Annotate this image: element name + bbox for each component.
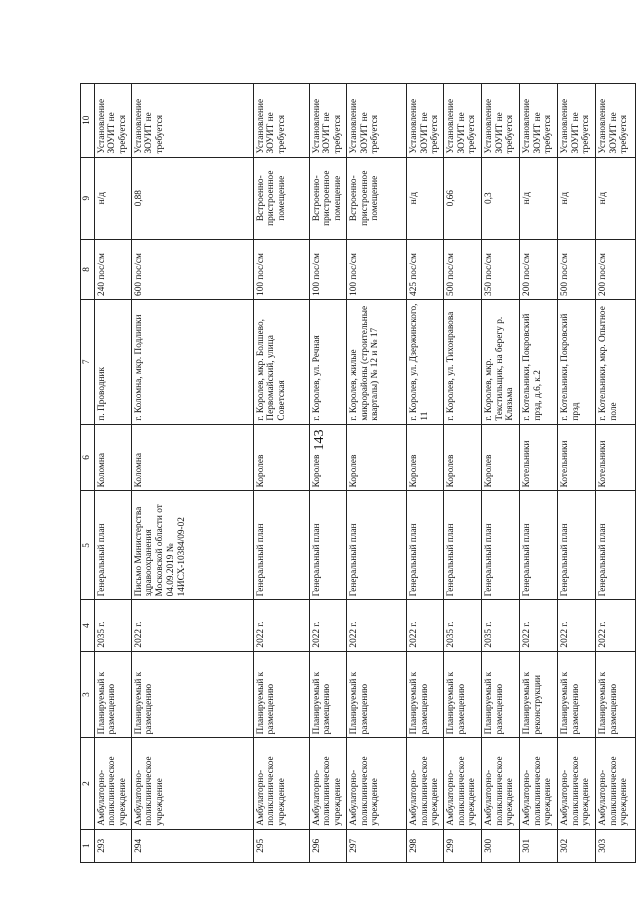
table-cell: Генеральный план <box>253 490 309 599</box>
table-cell: г. Котельники, Покровский прзд <box>557 299 595 424</box>
table-cell: Встроенно-пристроенное помещение <box>253 157 309 239</box>
row-number-cell: 298 <box>406 829 443 862</box>
table-cell: 100 пос/см <box>346 239 406 299</box>
table-cell: 2022 г. <box>131 599 253 650</box>
table-cell: г. Королев, ул. Тихонравова <box>443 299 481 424</box>
table-cell: Планируемый к размещению <box>94 651 131 738</box>
table-cell: Генеральный план <box>309 490 346 599</box>
table-cell: 0,66 <box>443 157 481 239</box>
table-row <box>94 83 131 862</box>
table-cell: Генеральный план <box>557 490 595 599</box>
header-cell: 9 <box>81 157 95 239</box>
table-cell: Установление ЗОУИТ не требуется <box>481 83 519 157</box>
header-cell: 5 <box>81 490 95 599</box>
table-cell: Генеральный план <box>346 490 406 599</box>
table-row <box>595 83 635 862</box>
table-cell: Планируемый к размещению <box>131 651 253 738</box>
row-number-cell: 303 <box>595 829 635 862</box>
table-cell: г. Королев, жилые микрорайоны (строительные кварталы) № 12 и № 17 <box>346 299 406 424</box>
table-cell: п. Проводник <box>94 299 131 424</box>
table-cell: Планируемый к размещению <box>557 651 595 738</box>
table-cell: 2022 г. <box>557 599 595 650</box>
table-cell: 350 пос/см <box>481 239 519 299</box>
header-cell: 3 <box>81 651 95 738</box>
table-cell: г. Королев, ул. Дзержинского, 11 <box>406 299 443 424</box>
row-number-cell: 293 <box>94 829 131 862</box>
row-number-cell: 301 <box>519 829 557 862</box>
header-cell: 6 <box>81 424 95 491</box>
table-cell: Планируемый к размещению <box>481 651 519 738</box>
table-cell: Королев <box>309 424 346 491</box>
table-cell: н/д <box>519 157 557 239</box>
table-cell: Коломна <box>131 424 253 491</box>
table-cell: Генеральный план <box>519 490 557 599</box>
table-row <box>309 83 346 862</box>
table-row <box>557 83 595 862</box>
table-cell: Установление ЗОУИТ не требуется <box>406 83 443 157</box>
table-cell: Генеральный план <box>443 490 481 599</box>
table-cell: Планируемый к размещению <box>253 651 309 738</box>
header-cell: 8 <box>81 239 95 299</box>
table-cell: 2022 г. <box>253 599 309 650</box>
table-cell: Амбулаторно-поликлиническое учреждение <box>94 737 131 828</box>
table-row <box>253 83 309 862</box>
header-cell: 10 <box>81 83 95 157</box>
table-cell: Установление ЗОУИТ не требуется <box>94 83 131 157</box>
table-row <box>131 83 253 862</box>
table-cell: 500 пос/см <box>443 239 481 299</box>
table-cell: 200 пос/см <box>519 239 557 299</box>
table-cell: г. Котельники, Покровский прзд, д.6, к.2 <box>519 299 557 424</box>
header-cell: 7 <box>81 299 95 424</box>
table-cell: Королев <box>346 424 406 491</box>
table-cell: Амбулаторно-поликлиническое учреждение <box>481 737 519 828</box>
table-row <box>519 83 557 862</box>
table-cell: 0,88 <box>131 157 253 239</box>
table-row <box>443 83 481 862</box>
header-cell: 4 <box>81 599 95 650</box>
table-cell: Планируемый к размещению <box>595 651 635 738</box>
table-cell: 2035 г. <box>481 599 519 650</box>
table-cell: 2022 г. <box>346 599 406 650</box>
table-cell: Амбулаторно-поликлиническое учреждение <box>131 737 253 828</box>
table-cell: Амбулаторно-поликлиническое учреждение <box>443 737 481 828</box>
table-cell: 500 пос/см <box>557 239 595 299</box>
table-cell: Королев <box>443 424 481 491</box>
table-cell: г. Королев, ул. Речная <box>309 299 346 424</box>
table-cell: Генеральный план <box>595 490 635 599</box>
table-cell: 2035 г. <box>94 599 131 650</box>
table-cell: г. Королев, мкр. Болшево, Первомайский, улица Советская <box>253 299 309 424</box>
row-number-cell: 300 <box>481 829 519 862</box>
table-cell: Установление ЗОУИТ не требуется <box>309 83 346 157</box>
table-cell: г. Котельники, мкр. Опытное поле <box>595 299 635 424</box>
table-cell: н/д <box>94 157 131 239</box>
table-cell: Планируемый к размещению <box>406 651 443 738</box>
table-cell: Установление ЗОУИТ не требуется <box>519 83 557 157</box>
table-cell: Установление ЗОУИТ не требуется <box>443 83 481 157</box>
table-cell: Планируемый к реконструкции <box>519 651 557 738</box>
header-cell: 1 <box>81 829 95 862</box>
table-cell: Установление ЗОУИТ не требуется <box>346 83 406 157</box>
table-cell: Амбулаторно-поликлиническое учреждение <box>595 737 635 828</box>
row-number-cell: 299 <box>443 829 481 862</box>
page-number: 143 <box>312 429 327 451</box>
table-cell: 2022 г. <box>595 599 635 650</box>
header-row <box>81 83 95 862</box>
table-cell: н/д <box>595 157 635 239</box>
table-cell: 240 пос/см <box>94 239 131 299</box>
table-row <box>481 83 519 862</box>
table-cell: 100 пос/см <box>309 239 346 299</box>
table-cell: Встроенно-пристроенное помещение <box>309 157 346 239</box>
header-cell: 2 <box>81 737 95 828</box>
table-cell: Встроенно-пристроенное помещение <box>346 157 406 239</box>
table-cell: Амбулаторно-поликлиническое учреждение <box>406 737 443 828</box>
table-cell: Установление ЗОУИТ не требуется <box>557 83 595 157</box>
table-cell: Планируемый к размещению <box>309 651 346 738</box>
table-cell: Королев <box>406 424 443 491</box>
table-cell: Коломна <box>94 424 131 491</box>
table-cell: 100 пос/см <box>253 239 309 299</box>
table-row <box>406 83 443 862</box>
table-cell: Амбулаторно-поликлиническое учреждение <box>253 737 309 828</box>
table-cell: 425 пос/см <box>406 239 443 299</box>
table-cell: Амбулаторно-поликлиническое учреждение <box>557 737 595 828</box>
table-row <box>346 83 406 862</box>
table-cell: Амбулаторно-поликлиническое учреждение <box>519 737 557 828</box>
table-cell: 2035 г. <box>443 599 481 650</box>
row-number-cell: 295 <box>253 829 309 862</box>
table-cell: Котельники <box>557 424 595 491</box>
table-cell: 200 пос/см <box>595 239 635 299</box>
table-cell: Котельники <box>595 424 635 491</box>
table-cell: Котельники <box>519 424 557 491</box>
table-cell: Планируемый к размещению <box>346 651 406 738</box>
table-cell: 600 пос/см <box>131 239 253 299</box>
table-cell: Планируемый к размещению <box>443 651 481 738</box>
table-cell: н/д <box>406 157 443 239</box>
row-number-cell: 302 <box>557 829 595 862</box>
row-number-cell: 297 <box>346 829 406 862</box>
table-cell: 2022 г. <box>406 599 443 650</box>
table-cell: Установление ЗОУИТ не требуется <box>595 83 635 157</box>
row-number-cell: 296 <box>309 829 346 862</box>
table-cell: Амбулаторно-поликлиническое учреждение <box>346 737 406 828</box>
row-number-cell: 294 <box>131 829 253 862</box>
table-cell: Амбулаторно-поликлиническое учреждение <box>309 737 346 828</box>
table-cell: Генеральный план <box>406 490 443 599</box>
table-cell: Королев <box>253 424 309 491</box>
table-cell: н/д <box>557 157 595 239</box>
rotated-page <box>80 83 630 863</box>
table-cell: г. Коломна, мкр. Подлипки <box>131 299 253 424</box>
table-cell: 0,3 <box>481 157 519 239</box>
table-cell: 2022 г. <box>309 599 346 650</box>
table-cell: г. Королев, мкр. Текстильщик, на берегу р. Клязьма <box>481 299 519 424</box>
table-cell: Установление ЗОУИТ не требуется <box>253 83 309 157</box>
table-cell: Установление ЗОУИТ не требуется <box>131 83 253 157</box>
table-cell: Письмо Министерства здравоохранения Московской области от 04.09.2019 № 14ИСХ-10384/09-02 <box>131 490 253 599</box>
objects-table <box>80 83 636 863</box>
table-cell: 2022 г. <box>519 599 557 650</box>
table-cell: Королев <box>481 424 519 491</box>
table-cell: Генеральный план <box>94 490 131 599</box>
table-cell: Генеральный план <box>481 490 519 599</box>
